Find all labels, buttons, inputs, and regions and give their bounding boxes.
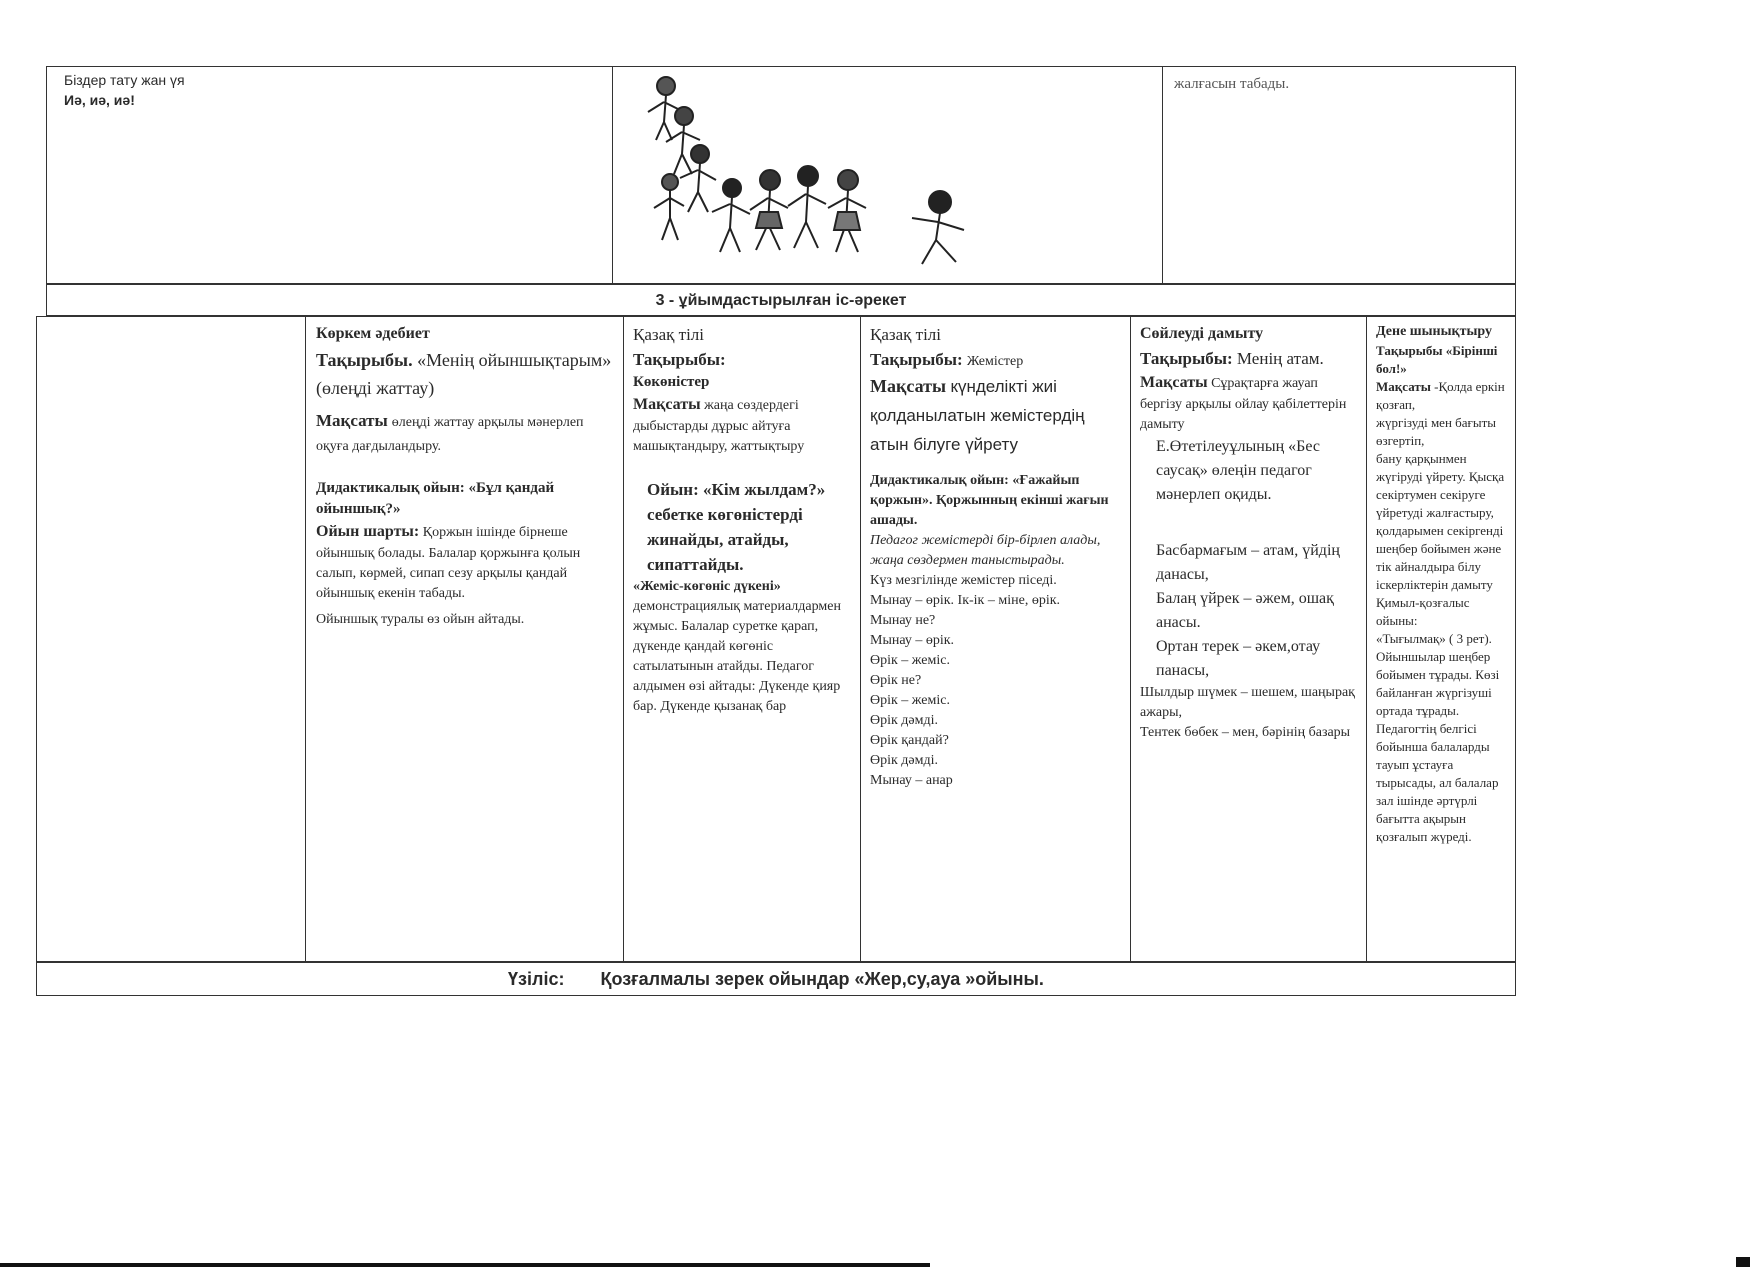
col3-line-1: Күз мезгілінде жемістер піседі. — [870, 573, 1057, 588]
col4-poem-line-4: Шылдыр шүмек – шешем, шаңырақ ажары, — [1140, 685, 1355, 720]
col3-line-9: Өрік қандай? — [870, 733, 949, 748]
col3-teacher-note: Педагог жемістерді бір-бірлеп алады, жаңа сөздермен таныстырады. — [870, 533, 1101, 568]
col3-goal-label: Мақсаты — [870, 376, 946, 396]
col4-topic-label: Тақырыбы: — [1140, 349, 1233, 368]
col2-game-title: Ойын: «Кім жылдам?» себетке көгөністерді жинайды, атайды, сипаттайды. — [647, 480, 826, 574]
col3-line-4: Мынау – өрік. — [870, 633, 955, 648]
col3-topic-label: Тақырыбы: — [870, 350, 963, 369]
col2-goal-text: жаңа сөздердегі дыбыстарды дұрыс айтуға машықтандыру, жаттықтыру — [633, 398, 805, 454]
col-divider-2 — [860, 316, 861, 962]
col1-topic-label: Тақырыбы. — [316, 350, 413, 370]
col4-goal-text: Сұрақтарға жауап бергізу арқылы ойлау қабілеттерін дамыту — [1140, 376, 1347, 432]
top-row-divider-1 — [612, 66, 613, 284]
col4-goal-label: Мақсаты — [1140, 374, 1208, 391]
col-speech-development — [1140, 322, 1362, 952]
col4-subject: Сөйлеуді дамыту — [1140, 325, 1264, 342]
col3-line-6: Өрік не? — [870, 673, 922, 688]
col3-game-title: Дидактикалық ойын: «Ғажайып қоржын». Қоржынның екінші жағын ашады. — [870, 473, 1109, 528]
col-kazakh-vegetables — [633, 322, 855, 952]
col5-goal-rest: жүгіруді үйрету. Қысқа секіртумен секіруге үйретуді жалғастыру, қолдарымен секіргенді шеңбер бойымен және тік айналдыра білу іскерліктерін дамыту — [1376, 469, 1505, 592]
break-row-text — [37, 965, 1515, 993]
col5-game-name: «Тығылмақ» ( 3 рет). — [1376, 631, 1492, 646]
col-divider-4 — [1366, 316, 1367, 962]
break-row — [36, 962, 1516, 996]
col4-poem-intro: Е.Өтетілеуұлының «Бес саусақ» өлеңін педагог мәнерлеп оқиды. — [1156, 438, 1320, 503]
col3-line-11: Мынау – анар — [870, 773, 953, 788]
col2-subject: Қазақ тілі — [633, 325, 705, 344]
top-right-cell — [1174, 74, 1504, 114]
col5-goal-line-1: -Қолда еркін қозғап, — [1376, 379, 1505, 412]
col4-poem-line-5: Тентек бөбек – мен, бәрінің базары — [1140, 725, 1351, 740]
top-left-line-2: Иә, иә, иә! — [64, 92, 135, 108]
col3-line-7: Өрік – жеміс. — [870, 693, 950, 708]
col1-subject: Көркем әдебиет — [316, 325, 430, 342]
col5-goal-line-2: жүргізуді мен бағыты өзгертіп, — [1376, 415, 1497, 448]
bottom-right-mark — [1736, 1257, 1750, 1267]
col1-goal-text: өлеңді жаттау арқылы мәнерлеп оқуға дағдыландыру. — [316, 415, 584, 454]
col3-line-2: Мынау – өрік. Ік-ік – міне, өрік. — [870, 593, 1061, 608]
col1-rules-label: Ойын шарты: — [316, 523, 420, 540]
top-left-cell — [64, 70, 604, 130]
col5-goal-label: Мақсаты — [1376, 379, 1431, 394]
col2-goal-label: Мақсаты — [633, 396, 701, 413]
col4-topic-text: Менің атам. — [1236, 349, 1324, 368]
col5-subject: Дене шынықтыру — [1376, 324, 1493, 339]
col2-topic-text: Көкөністер — [633, 374, 710, 390]
section-title: 3 - ұйымдастырылған іс-әрекет — [655, 292, 907, 309]
col-divider-3 — [1130, 316, 1131, 962]
col-physical-education — [1376, 322, 1512, 952]
col1-game-title: Дидактикалық ойын: «Бұл қандай ойыншық?» — [316, 480, 555, 517]
top-right-text: жалғасын табады. — [1174, 76, 1290, 92]
col1-rules-text: Қоржын ішінде бірнеше ойыншық болады. Балалар қоржынға қолын салып, көрмей, сипап сезу арқылы қандай ойыншық екенін табады. — [316, 525, 581, 601]
break-text: Қозғалмалы зерек ойындар «Жер,су,ауа »ойыны. — [600, 969, 1044, 989]
bottom-scan-line — [0, 1263, 930, 1267]
col3-goal-text: күнделікті жиі қолданылатын жемістердің атын білуге үйрету — [870, 377, 1085, 454]
col1-goal-label: Мақсаты — [316, 411, 388, 430]
col2-shop-text: демонстрациялық материалдармен жұмыс. Балалар суретке қарап, дүкенде қандай көгөніс сатылатынын атайды. Педагог алдымен өзі айтады: Дүкенде қияр бар. Дүкенде қызанақ бар — [633, 599, 841, 714]
children-illustration — [640, 72, 1010, 272]
col4-poem-line-2: Балаң үйрек – әжем, ошақ анасы. — [1156, 590, 1334, 631]
col-divider-0 — [305, 316, 306, 962]
col3-line-8: Өрік дәмді. — [870, 713, 939, 728]
col1-closing: Ойыншық туралы өз ойын айтады. — [316, 612, 525, 627]
col5-goal-line-3: бану қарқынмен — [1376, 451, 1467, 466]
col-literature — [316, 322, 616, 952]
section-header — [46, 284, 1516, 316]
top-row-divider-2 — [1162, 66, 1163, 284]
top-left-line-1: Біздер тату жан үя — [64, 72, 185, 88]
col3-line-5: Өрік – жеміс. — [870, 653, 950, 668]
col4-poem-line-3: Ортан терек – әкем,отау панасы, — [1156, 638, 1321, 679]
col5-topic-text: «Бірінші бол!» — [1376, 343, 1498, 376]
col2-topic-label: Тақырыбы: — [633, 350, 726, 369]
col1-topic-text: «Менің ойыншықтарым» (өлеңді жаттау) — [316, 350, 612, 398]
col3-topic-text: Жемістер — [966, 354, 1024, 369]
col4-poem-line-1: Басбармағым – атам, үйдің данасы, — [1156, 542, 1340, 583]
break-label: Үзіліс: — [508, 969, 565, 989]
col-divider-1 — [623, 316, 624, 962]
col5-game-title: Қимыл-қозғалыс ойыны: — [1376, 595, 1470, 628]
col3-line-3: Мынау не? — [870, 613, 936, 628]
col-kazakh-fruits — [870, 322, 1126, 952]
col2-shop-title: «Жеміс-көгөніс дүкені» — [633, 579, 781, 594]
col3-line-10: Өрік дәмді. — [870, 753, 939, 768]
col5-game-text: Ойыншылар шеңбер бойымен тұрады. Көзі байланған жүргізуші ортада тұрады. Педагогтің белгісі бойынша балаларды тауып ұстауға тырысады, ал балалар зал ішінде әртүрлі бағытта ақырын қозғалып жүреді. — [1376, 649, 1500, 844]
col5-topic-label: Тақырыбы — [1376, 343, 1443, 358]
col3-subject: Қазақ тілі — [870, 325, 942, 344]
